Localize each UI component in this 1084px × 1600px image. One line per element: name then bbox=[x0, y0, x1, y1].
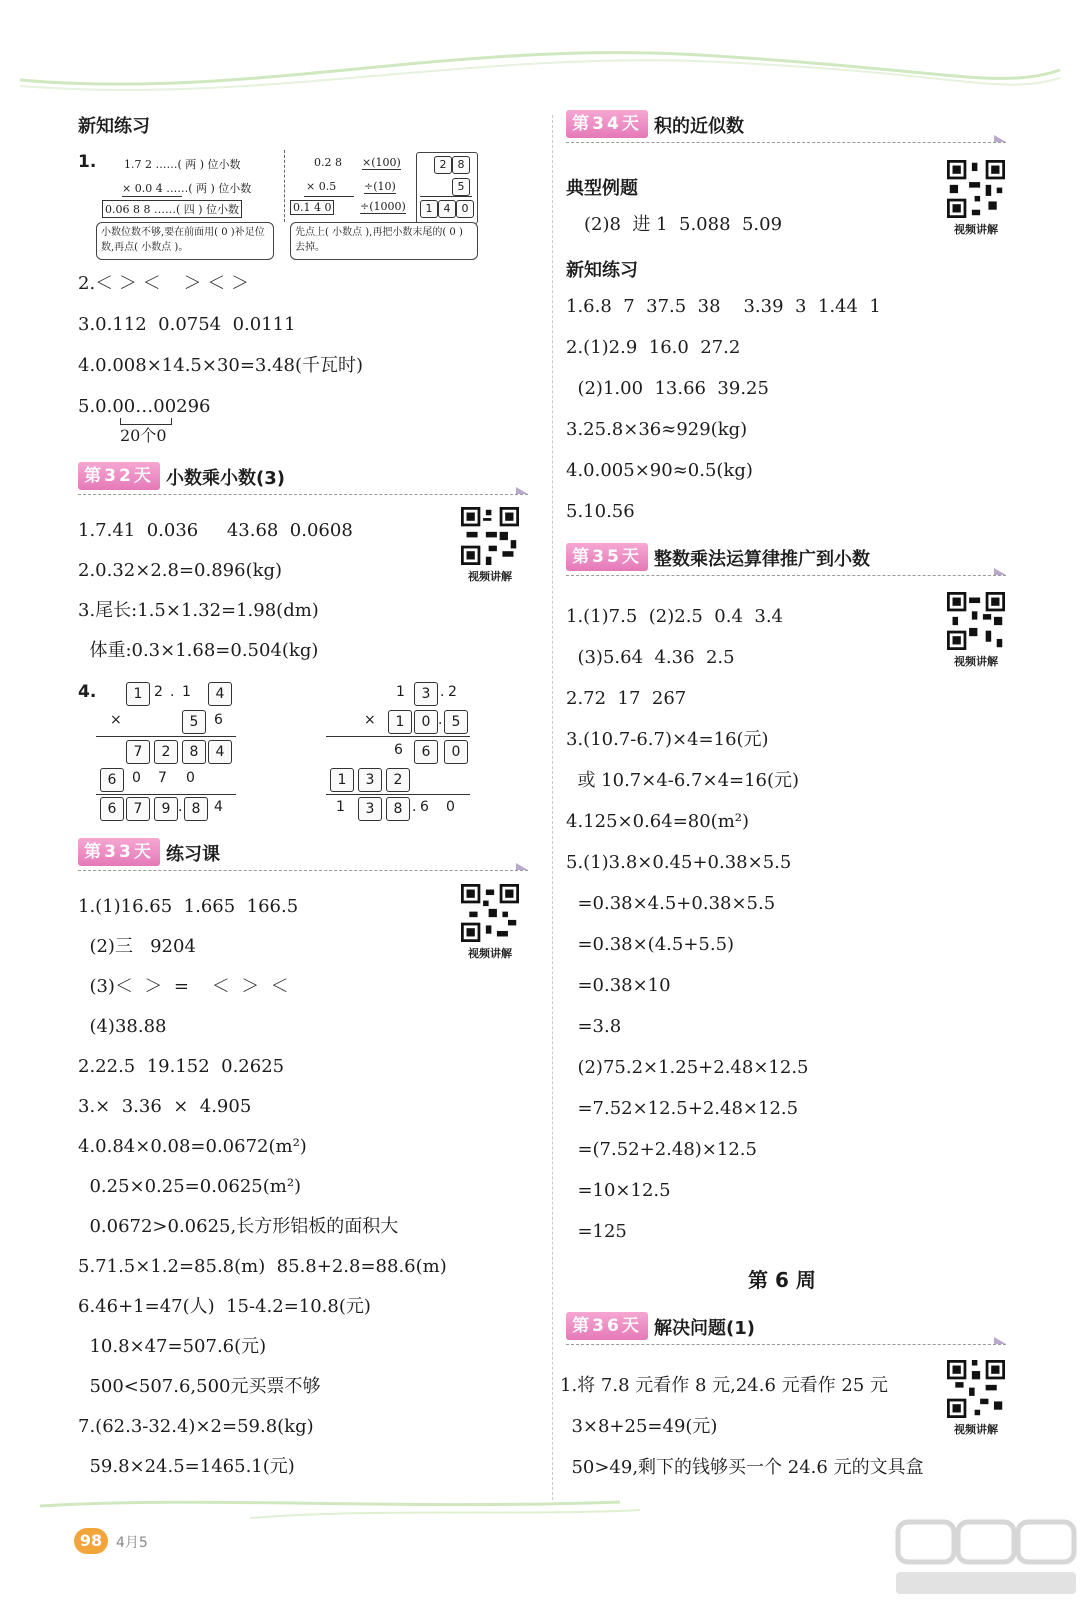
qr-video-36[interactable] bbox=[944, 1360, 1008, 1438]
section-arrow-32 bbox=[516, 487, 528, 494]
dianxing-heading: 典型例题 bbox=[566, 178, 638, 199]
s33-line-0: 1.(1)16.65 1.665 166.5 bbox=[78, 896, 299, 917]
v1-r5-3: . bbox=[178, 799, 183, 815]
v2-r5-1: 3 bbox=[358, 797, 382, 821]
section-title-33: 练习课 bbox=[166, 844, 220, 865]
day-badge-36: 第36天 bbox=[566, 1312, 648, 1340]
v2-r1-3: 2 bbox=[448, 684, 457, 700]
v2-r1-2: . bbox=[440, 684, 445, 700]
section-day-33 bbox=[78, 838, 528, 870]
q1-right-c3-0: 1 bbox=[420, 200, 438, 218]
v2-r4-2: 2 bbox=[386, 768, 410, 792]
s35-line-14: =10×12.5 bbox=[566, 1180, 671, 1201]
qr-code-icon bbox=[947, 592, 1005, 650]
vertical-calc-1 bbox=[96, 680, 266, 820]
section-dash-35 bbox=[566, 575, 1006, 576]
v1-r5-5: 4 bbox=[214, 799, 223, 815]
s35-line-11: (2)75.2×1.25+2.48×12.5 bbox=[566, 1057, 809, 1078]
q1-right-b3: ÷(1000) bbox=[360, 200, 406, 213]
s34-line-5: 5.10.56 bbox=[566, 501, 635, 522]
v1-r5-2: 9 bbox=[154, 797, 178, 821]
v1-r1-0: 1 bbox=[126, 682, 150, 706]
s34-line-1: 2.(1)2.9 16.0 27.2 bbox=[566, 337, 741, 358]
s34-line-3: 3.25.8×36≈929(kg) bbox=[566, 419, 748, 440]
v1-rule-2 bbox=[96, 794, 236, 795]
v1-r2-1: 5 bbox=[182, 710, 206, 734]
s32-line-3: 体重:0.3×1.68=0.504(kg) bbox=[78, 640, 319, 661]
q2-line: 2.＜ ＞ ＜ ＞ ＜ ＞ bbox=[78, 273, 249, 294]
q1-right-note: 先点上( 小数点 ),再把小数末尾的( 0 )去掉。 bbox=[295, 227, 463, 253]
s32-line-2: 3.尾长:1.5×1.32=1.98(dm) bbox=[78, 600, 319, 621]
section-dash-33 bbox=[78, 870, 528, 871]
v1-r3-2: 8 bbox=[182, 740, 206, 764]
q1-left-row3: 0.06 8 8 ……( 四 ) 位小数 bbox=[102, 200, 242, 218]
q1-right-b1: ×(100) bbox=[362, 156, 401, 169]
v1-r1-3: 1 bbox=[182, 684, 191, 700]
s35-line-2: 2.72 17 267 bbox=[566, 688, 687, 709]
s35-line-8: =0.38×(4.5+5.5) bbox=[566, 934, 735, 955]
s33-line-8: 0.0672>0.0625,长方形铝板的面积大 bbox=[78, 1216, 399, 1237]
q1-right-a2: × 0.5 bbox=[306, 180, 337, 193]
v2-r1-1: 3 bbox=[414, 682, 438, 706]
s35-line-10: =3.8 bbox=[566, 1016, 622, 1037]
qr-label: 视频讲解 bbox=[468, 570, 512, 583]
footer-month: 4月5 bbox=[116, 1535, 148, 1551]
q1-right-c1-1: 8 bbox=[452, 156, 470, 174]
q5-sub: 20个0 bbox=[120, 426, 167, 445]
section-arrow-34 bbox=[994, 135, 1006, 142]
section-title-32: 小数乘小数(3) bbox=[166, 468, 285, 489]
v2-r3-1: 6 bbox=[414, 740, 438, 764]
v2-r2-4: 5 bbox=[444, 710, 468, 734]
v2-r5-0: 1 bbox=[336, 799, 345, 815]
day-badge-32: 第32天 bbox=[78, 462, 160, 490]
v2-r2-0: × bbox=[364, 712, 376, 728]
section-day-35 bbox=[566, 543, 1006, 575]
s33-line-14: 59.8×24.5=1465.1(元) bbox=[78, 1456, 295, 1477]
q1-left-note-box bbox=[96, 222, 274, 260]
section-arrow-36 bbox=[994, 1337, 1006, 1344]
watermark-logo-icon bbox=[892, 1518, 1082, 1598]
vertical-calc-2 bbox=[326, 680, 476, 820]
v1-r3-1: 2 bbox=[154, 740, 178, 764]
v1-r4-0: 6 bbox=[100, 768, 124, 792]
v2-r5-4: 6 bbox=[420, 799, 429, 815]
s33-line-6: 4.0.84×0.08=0.0672(m²) bbox=[78, 1136, 307, 1157]
qr-code-icon bbox=[947, 1360, 1005, 1418]
s35-line-3: 3.(10.7-6.7)×4=16(元) bbox=[566, 729, 769, 750]
qr-code-icon bbox=[461, 884, 519, 942]
s36-line-2: 50>49,剩下的钱够买一个 24.6 元的文具盒 bbox=[560, 1457, 924, 1478]
xinzhi-heading: 新知练习 bbox=[78, 116, 150, 137]
s35-line-12: =7.52×12.5+2.48×12.5 bbox=[566, 1098, 799, 1119]
v1-r3-0: 7 bbox=[126, 740, 150, 764]
q1-right-b2: ÷(10) bbox=[364, 180, 396, 193]
qr-video-32[interactable] bbox=[458, 507, 522, 585]
v2-r5-3: . bbox=[412, 799, 417, 815]
v2-r3-2: 0 bbox=[444, 740, 468, 764]
q1-left-note: 小数位数不够,要在前面用( 0 )补足位数,再点( 小数点 )。 bbox=[101, 227, 265, 253]
s33-line-7: 0.25×0.25=0.0625(m²) bbox=[78, 1176, 302, 1197]
s35-line-4: 或 10.7×4-6.7×4=16(元) bbox=[566, 770, 800, 791]
v1-r2-2: 6 bbox=[214, 712, 223, 728]
qr-label: 视频讲解 bbox=[468, 947, 512, 960]
v2-r2-3: . bbox=[438, 712, 443, 728]
column-divider bbox=[552, 115, 553, 1500]
s36-line-0: 1.将 7.8 元看作 8 元,24.6 元看作 25 元 bbox=[560, 1375, 889, 1396]
s35-line-13: =(7.52+2.48)×12.5 bbox=[566, 1139, 757, 1160]
section-arrow-33 bbox=[516, 863, 528, 870]
v1-r4-1: 0 bbox=[132, 770, 141, 786]
qr-video-34[interactable] bbox=[944, 160, 1008, 238]
s34-line-2: (2)1.00 13.66 39.25 bbox=[566, 378, 769, 399]
v1-r3-3: 4 bbox=[208, 740, 232, 764]
section-dash-34 bbox=[566, 142, 1006, 143]
section-title-36: 解决问题(1) bbox=[654, 1318, 755, 1339]
q1-right-divider bbox=[284, 150, 285, 222]
q1-right-rule-a bbox=[304, 196, 354, 197]
q1-figure-left bbox=[96, 150, 286, 270]
dianxing-line: (2)8 进 1 5.088 5.09 bbox=[584, 214, 783, 235]
s32-line-0: 1.7.41 0.036 43.68 0.0608 bbox=[78, 520, 353, 541]
qr-code-icon bbox=[461, 507, 519, 565]
v1-r2-0: × bbox=[110, 712, 122, 728]
q1-left-row1: 1.7 2 ……( 两 ) 位小数 bbox=[124, 158, 241, 171]
v1-r1-1: 2 bbox=[154, 684, 163, 700]
q1-right-c2-0: 5 bbox=[452, 178, 470, 196]
s35-line-9: =0.38×10 bbox=[566, 975, 671, 996]
s33-line-11: 10.8×47=507.6(元) bbox=[78, 1336, 267, 1357]
s35-line-5: 4.125×0.64=80(m²) bbox=[566, 811, 750, 832]
qr-video-33[interactable] bbox=[458, 884, 522, 962]
s33-line-5: 3.× 3.36 × 4.905 bbox=[78, 1096, 252, 1117]
s35-line-15: =125 bbox=[566, 1221, 627, 1242]
v2-r3-0: 6 bbox=[394, 742, 403, 758]
s35-line-7: =0.38×4.5+0.38×5.5 bbox=[566, 893, 776, 914]
day-badge-33: 第33天 bbox=[78, 838, 160, 866]
q1-right-note-box bbox=[290, 222, 478, 260]
s35-line-6: 5.(1)3.8×0.45+0.38×5.5 bbox=[566, 852, 792, 873]
s33-line-9: 5.71.5×1.2=85.8(m) 85.8+2.8=88.6(m) bbox=[78, 1256, 447, 1277]
s32-q4-label: 4. bbox=[78, 682, 97, 702]
day-badge-35: 第35天 bbox=[566, 543, 648, 571]
xinzhi-heading-right: 新知练习 bbox=[566, 260, 638, 281]
section-title-35: 整数乘法运算律推广到小数 bbox=[654, 549, 870, 570]
section-arrow-35 bbox=[994, 568, 1006, 575]
q1-right-c3-1: 4 bbox=[438, 200, 456, 218]
v1-r5-1: 7 bbox=[126, 797, 150, 821]
s33-line-13: 7.(62.3-32.4)×2=59.8(kg) bbox=[78, 1416, 314, 1437]
q1-right-c1-0: 2 bbox=[434, 156, 452, 174]
v2-r5-5: 0 bbox=[446, 799, 455, 815]
v1-r1-4: 4 bbox=[208, 682, 232, 706]
qr-label: 视频讲解 bbox=[954, 655, 998, 668]
v2-r1-0: 1 bbox=[396, 684, 405, 700]
section-dash-32 bbox=[78, 494, 528, 495]
s35-line-0: 1.(1)7.5 (2)2.5 0.4 3.4 bbox=[566, 606, 784, 627]
section-day-32 bbox=[78, 462, 528, 494]
section-day-34 bbox=[566, 110, 1006, 142]
s33-line-1: (2)三 9204 bbox=[78, 936, 196, 957]
v1-r5-0: 6 bbox=[100, 797, 124, 821]
qr-code-icon bbox=[947, 160, 1005, 218]
q4-line: 4.0.008×14.5×30=3.48(千瓦时) bbox=[78, 355, 364, 376]
section-day-36 bbox=[566, 1312, 1006, 1344]
q5-line: 5.0.00…00296 bbox=[78, 396, 211, 417]
q1-label: 1. bbox=[78, 152, 97, 172]
q1-left-rule bbox=[122, 196, 182, 197]
s33-line-4: 2.22.5 19.152 0.2625 bbox=[78, 1056, 285, 1077]
v2-r2-2: 0 bbox=[414, 710, 438, 734]
v1-r4-2: 7 bbox=[158, 770, 167, 786]
s34-line-4: 4.0.005×90≈0.5(kg) bbox=[566, 460, 753, 481]
qr-label: 视频讲解 bbox=[954, 223, 998, 236]
v1-r1-2: . bbox=[170, 684, 175, 700]
s32-line-1: 2.0.32×2.8=0.896(kg) bbox=[78, 560, 283, 581]
day-badge-34: 第34天 bbox=[566, 110, 648, 138]
q1-right-c3-2: 0 bbox=[456, 200, 474, 218]
q3-line: 3.0.112 0.0754 0.0111 bbox=[78, 314, 296, 335]
v2-r2-1: 1 bbox=[388, 710, 412, 734]
s33-line-3: (4)38.88 bbox=[78, 1016, 167, 1037]
page-number-badge: 98 bbox=[74, 1528, 108, 1554]
v2-r4-1: 3 bbox=[358, 768, 382, 792]
v2-rule-1 bbox=[326, 736, 470, 737]
v1-r5-4: 8 bbox=[184, 797, 208, 821]
qr-label: 视频讲解 bbox=[954, 1423, 998, 1436]
section-title-34: 积的近似数 bbox=[654, 116, 744, 137]
q1-right-rule-c bbox=[420, 196, 472, 197]
s34-line-0: 1.6.8 7 37.5 38 3.39 3 1.44 1 bbox=[566, 296, 881, 317]
week-heading: 第 6 周 bbox=[748, 1268, 816, 1292]
top-wave-decoration bbox=[0, 0, 1084, 110]
q1-right-a3: 0.1 4 0 bbox=[290, 200, 334, 215]
v2-rule-2 bbox=[326, 794, 470, 795]
v2-r4-0: 1 bbox=[330, 768, 354, 792]
qr-video-35[interactable] bbox=[944, 592, 1008, 670]
q1-left-row2: × 0.0 4 ……( 两 ) 位小数 bbox=[122, 182, 252, 195]
section-dash-36 bbox=[566, 1344, 1006, 1345]
s36-line-1: 3×8+25=49(元) bbox=[560, 1416, 718, 1437]
s33-line-12: 500<507.6,500元买票不够 bbox=[78, 1376, 321, 1397]
v1-r4-3: 0 bbox=[186, 770, 195, 786]
q1-figure-right bbox=[284, 150, 484, 270]
s35-line-1: (3)5.64 4.36 2.5 bbox=[566, 647, 735, 668]
s33-line-10: 6.46+1=47(人) 15-4.2=10.8(元) bbox=[78, 1296, 371, 1317]
v1-rule-1 bbox=[96, 736, 236, 737]
q1-right-a1: 0.2 8 bbox=[314, 156, 342, 169]
v2-r5-2: 8 bbox=[386, 797, 410, 821]
s33-line-2: (3)＜ ＞ = ＜ ＞ ＜ bbox=[78, 976, 289, 997]
